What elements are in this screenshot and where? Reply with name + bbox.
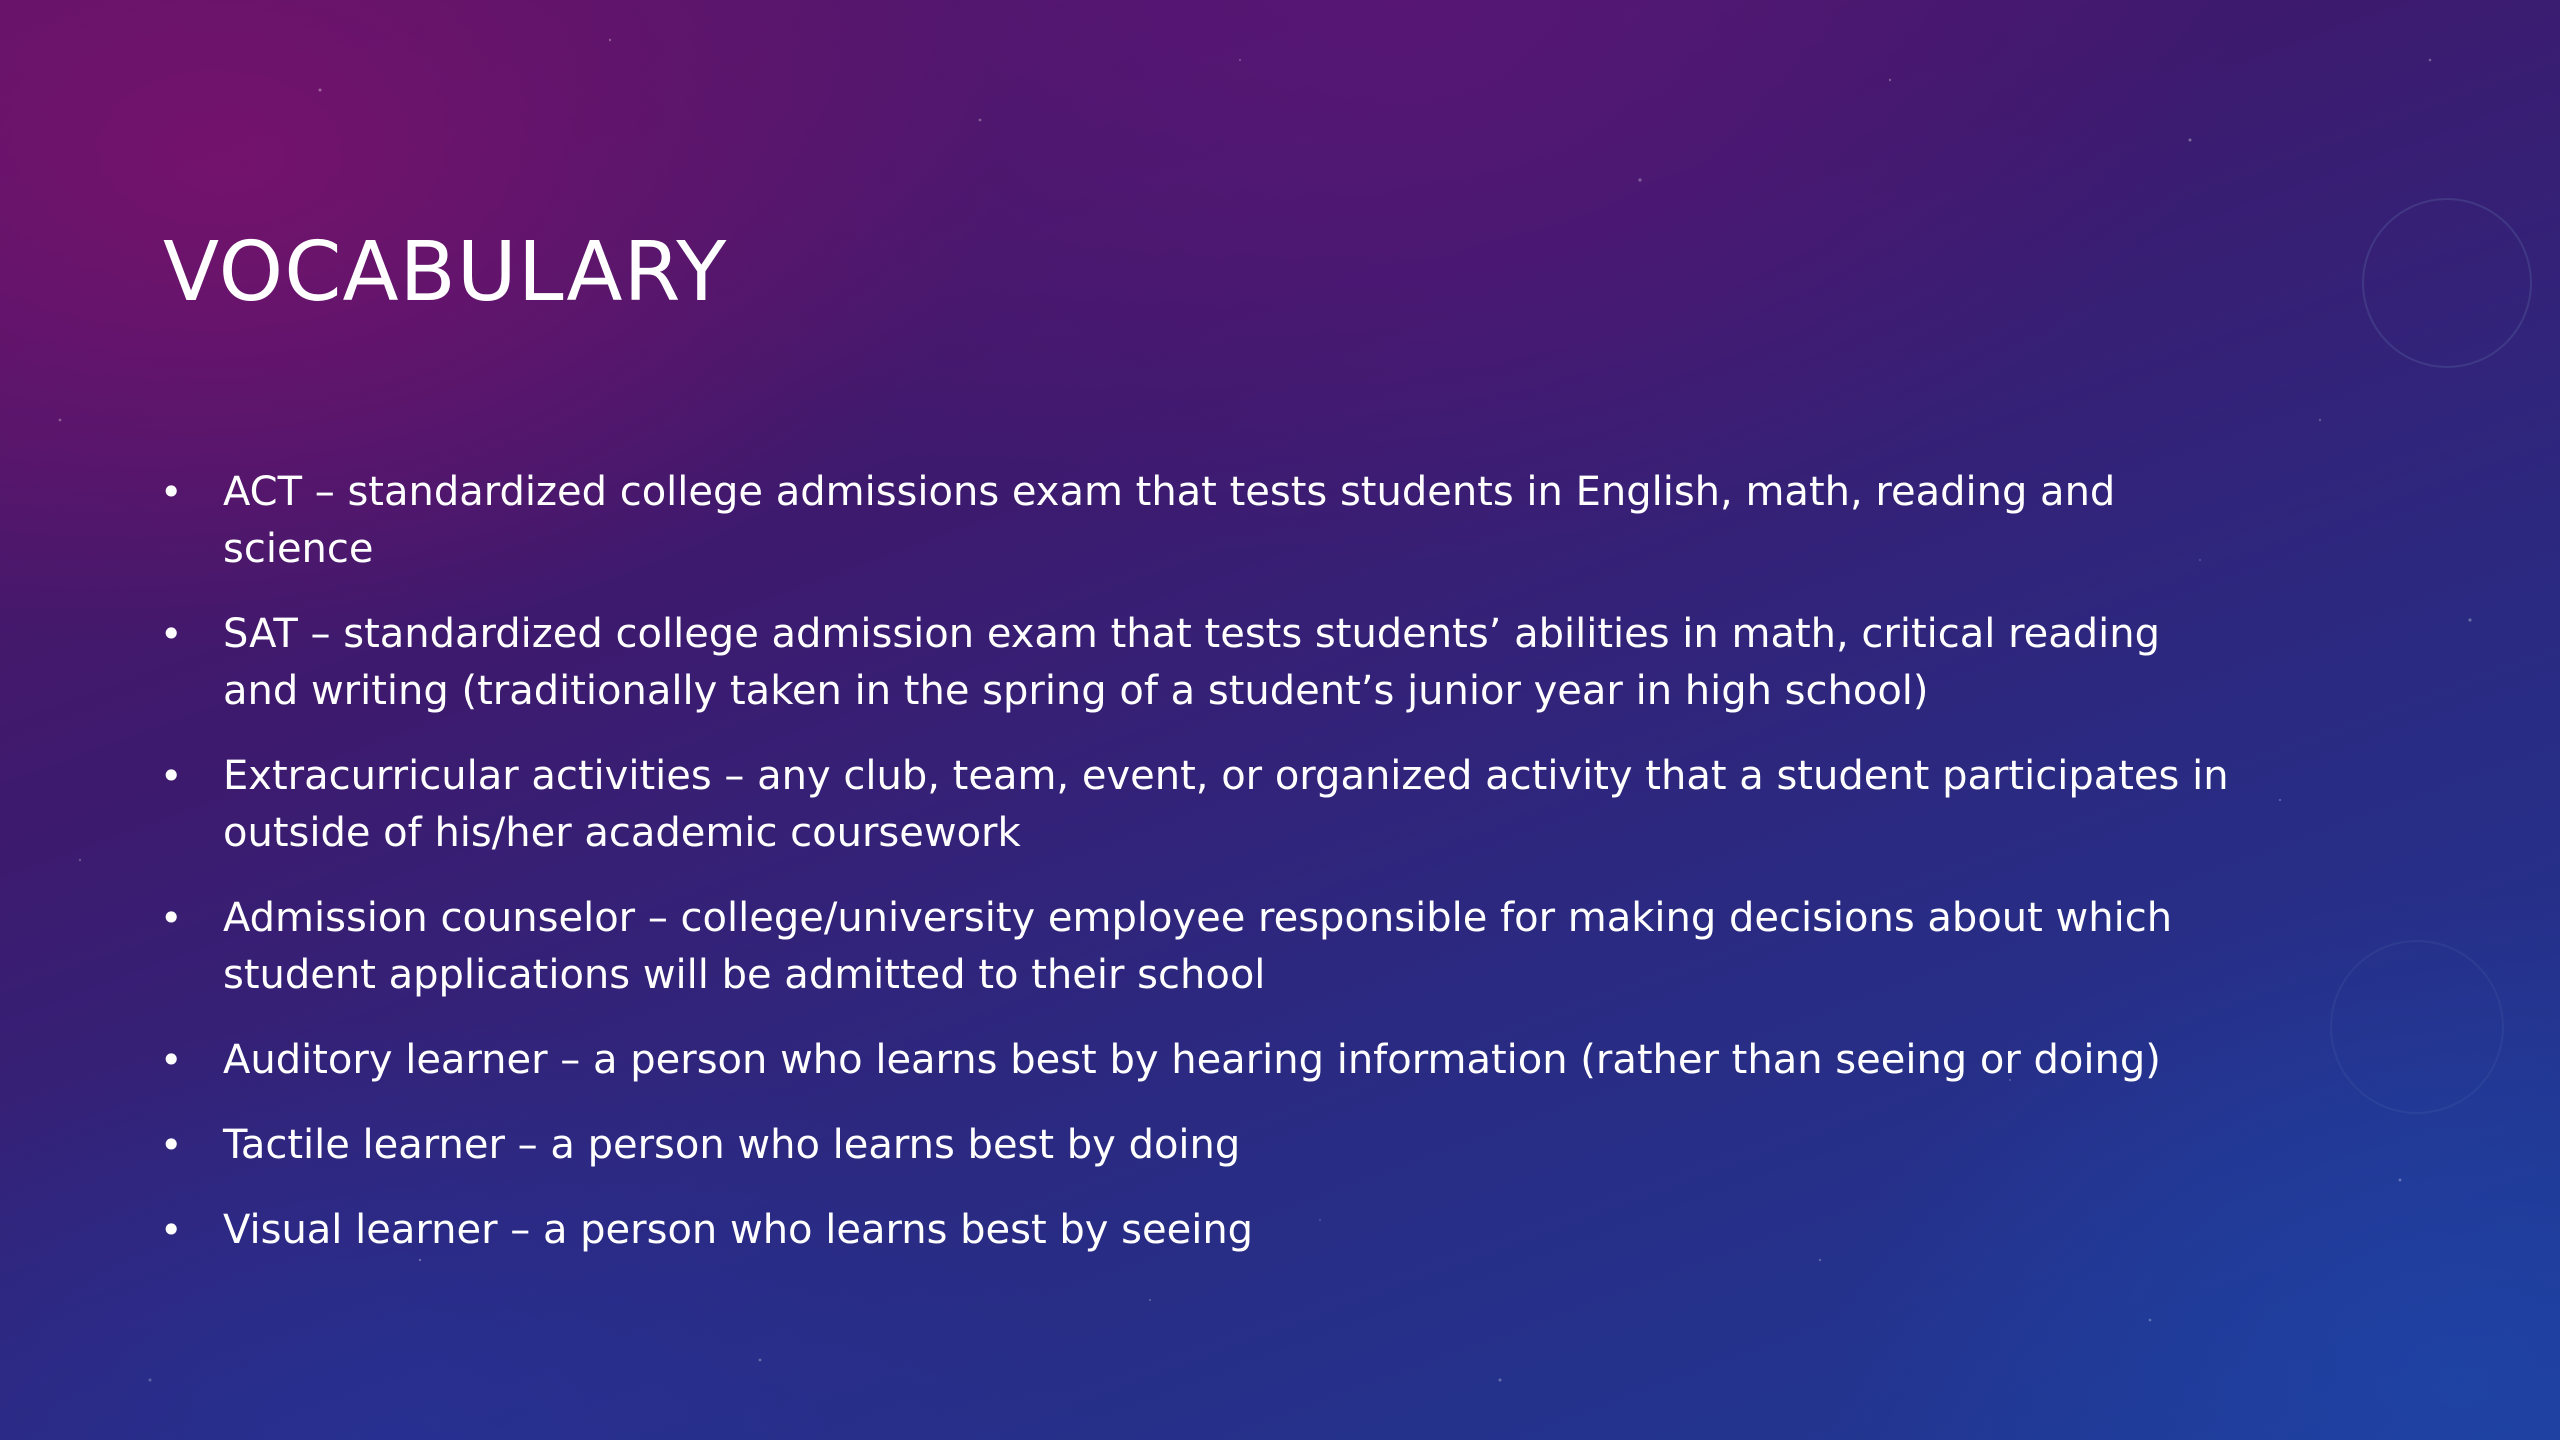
bullet-icon: • (160, 470, 183, 514)
bullet-icon: • (160, 896, 183, 940)
list-item (160, 1117, 2240, 1174)
decorative-ring (2330, 940, 2504, 1114)
list-item-text: Auditory learner – a person who learns best by hearing information (rather than seeing or doing) (223, 1037, 2161, 1083)
bullet-icon: • (160, 754, 183, 798)
decorative-ring (2362, 198, 2532, 368)
list-item (160, 1032, 2240, 1089)
list-item (160, 1202, 2240, 1259)
list-item (160, 890, 2240, 1004)
list-item (160, 606, 2240, 720)
list-item-text: ACT – standardized college admissions exam that tests students in English, math, reading and science (223, 469, 2116, 572)
list-item-text: Extracurricular activities – any club, team, event, or organized activity that a student participates in outside of his/her academic coursework (223, 753, 2229, 856)
list-item-text: SAT – standardized college admission exam that tests students’ abilities in math, critical reading and writing (traditionally taken in the spring of a student’s junior year in high school) (223, 611, 2161, 714)
list-item-text: Tactile learner – a person who learns best by doing (223, 1122, 1241, 1168)
bullet-icon: • (160, 1038, 183, 1082)
slide-title: VOCABULARY (163, 225, 728, 320)
bullet-icon: • (160, 1123, 183, 1167)
list-item-text: Visual learner – a person who learns best by seeing (223, 1207, 1254, 1253)
bullet-icon: • (160, 612, 183, 656)
list-item-text: Admission counselor – college/university employee responsible for making decisions about which student applications will be admitted to their school (223, 895, 2173, 998)
list-item (160, 464, 2240, 578)
vocabulary-list (160, 464, 2240, 1287)
list-item (160, 748, 2240, 862)
bullet-icon: • (160, 1208, 183, 1252)
